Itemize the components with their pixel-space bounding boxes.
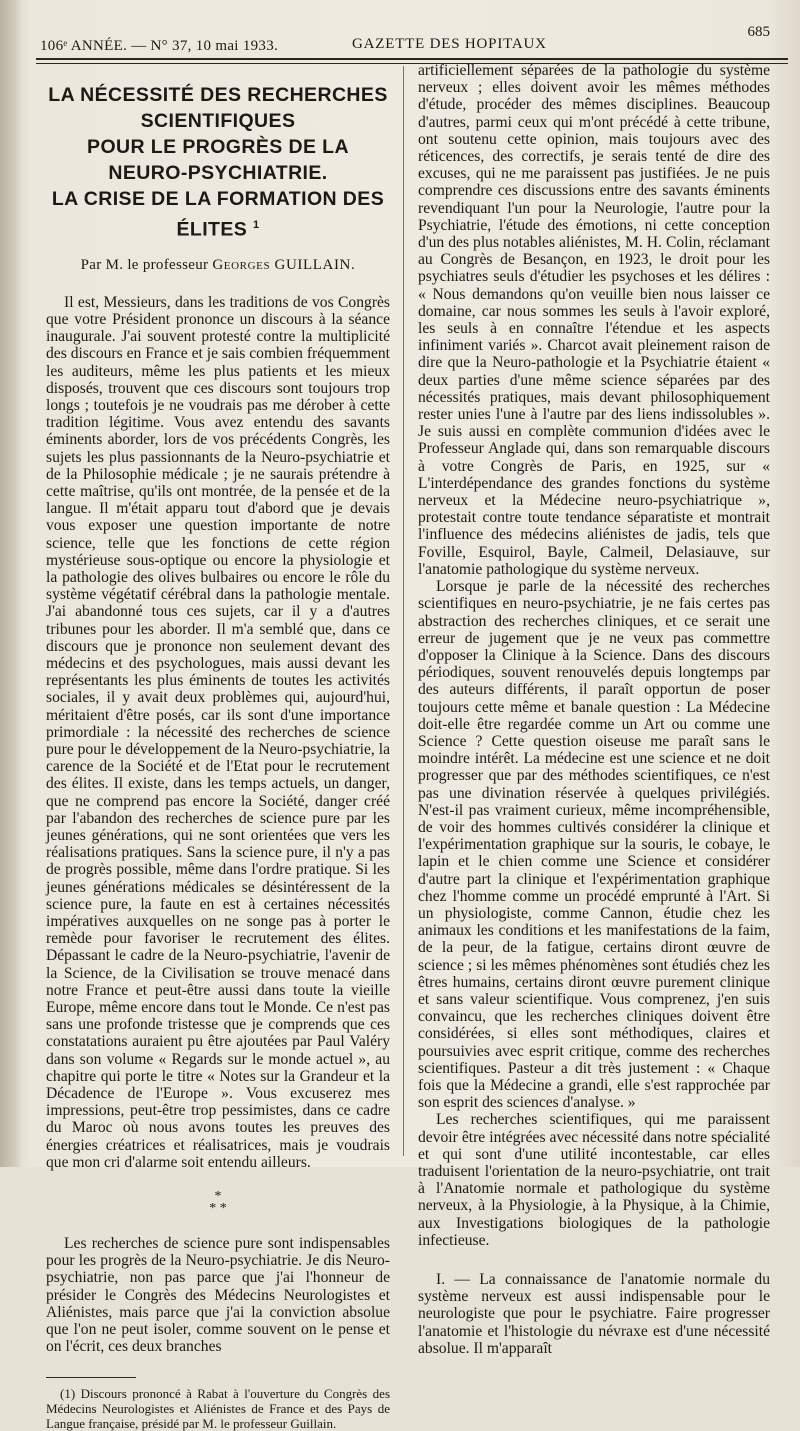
- author-byline: [46, 257, 390, 274]
- right-paragraph-2: Lorsque je parle de la nécessité des recherches scientifiques en neuro-psychiatrie, je ne fais certes pas abstraction des recherches cliniques, et ce serait une erreur de jugement que je ne veux pas commettre d'opposer la Clinique à la Science. Dans des discours périodiques, souvent renouvelés depuis longtemps par des auteurs différents, il paraît opportun de poser toujours cette même et banale question : La Médecine doit-elle être regardée comme un Art ou comme une Science ? Cette question oiseuse me paraît sans le moindre intérêt. La médecine est une science et ne doit progresser que par des méthodes scientifiques, ce n'est pas une divination réservée à quelques privilégiés. N'est-il pas vraiment curieux, même incompréhensible, de voir des hommes cultivés considérer la clinique et l'expérimentation graphique sur la souris, le cobaye, le lapin et le chien comme une Science et considérer d'autre part la clinique et l'expérimentation graphique chez l'homme comme un procédé emprunté à l'Art. Si un physiologiste, comme Cannon, étudie chez les animaux les conditions et les manifestations de la faim, de la peur, de la fatigue, certains diront œuvre de science ; si les mêmes phénomènes sont étudiés chez les êtres humains, certains diront œuvre purement clinique et sans valeur scientifique. Vous comprenez, j'en suis convaincu, que les recherches cliniques doivent être considérées, si elles sont méthodiques, claires et poursuivies avec esprit critique, comme des recherches scientifiques. Pasteur a dit très justement : « Chaque fois que la Médecine a grandi, elle s'est rapprochée par son esprit des sciences d'analyse. »: [418, 578, 770, 1112]
- issue-line: 106ᵉ ANNÉE. — N° 37, 10 mai 1933.: [40, 38, 279, 54]
- title-line-2: POUR LE PROGRÈS DE LA NEURO-PSYCHIATRIE.: [87, 136, 349, 184]
- left-paragraph-1: Il est, Messieurs, dans les traditions de vos Congrès que votre Président prononce un discours à la séance inaugurale. J'ai souvent protesté contre la multiplicité des discours en France et je sais combien fréquemment les auditeurs, même les plus patients et les mieux disposés, trouvent que ces discours sont toujours trop longs ; toutefois je ne voudrais pas me dérober à cette tradition légitime. Vous avez entendu des savants éminents aborder, lors de vos précédents Congrès, les sujets les plus passionnants de la Neuro-psychiatrie et de la Philosophie médicale ; je ne saurais prétendre à cette maîtrise, qu'ils ont montrée, de la pensée et de la langue. Il m'était apparu tout d'abord que je devais vous exposer une question importante de notre science, telle que les fonctions de cette région mystérieuse sous-optique ou encore la physiologie et la pathologie des olives bulbaires ou encore le rôle du système végétatif cérébral dans la pathologie mentale. J'ai abandonné tous ces sujets, car il y a d'autres tribunes pour les aborder. Il m'a semblé que, dans ce discours que je prononce non seulement devant des médecins et des psychologues, mais aussi devant les représentants les plus éminents de toutes les activités sociales, il y avait deux problèmes qui, aujourd'hui, méritaient d'être posés, car ils sont d'une importance primordiale : la nécessité des recherches de science pure pour le développement de la Neuro-psychiatrie, la carence de la Société et de l'Etat pour le recrutement des élites. Il existe, dans les temps actuels, un danger, que ne comprend pas encore la Société, danger créé par l'abandon des recherches de science pure par les jeunes générations, qui ne sont orientées que vers les réalisations pratiques. Sans la science pure, il n'y a pas de progrès possible, même dans l'ordre pratique. Si les jeunes générations médicales se désintéressent de la science pure, la faute en est à certaines nécessités impératives auxquelles on ne songe pas à porter le remède pour favoriser le recrutement des élites. Dépassant le cadre de la Neuro-psychiatrie, l'avenir de la Science, de la Civilisation se trouve menacé dans notre France et peut-être aussi dans toute la vieille Europe, même encore dans tout le Monde. Ce n'est pas sans une profonde tristesse que je comprends que ces constatations auraient pu être ajoutées par Paul Valéry dans son volume « Regards sur le monde actuel », au chapitre qui porte le titre « Notes sur la Grandeur et la Décadence de l'Europe ». Vous excuserez mes impressions, peut-être trop pessimistes, dans ce cadre du Maroc où nous avons toutes les preuves des énergies créatrices et réalisatrices, mais je voudrais que mon cri d'alarme soit entendu ailleurs.: [46, 293, 390, 1171]
- author-name: Georges GUILLAIN.: [212, 256, 356, 273]
- right-paragraph-1: artificiellement séparées de la pathologie du système nerveux ; elles doivent avoir les mêmes méthodes d'étude, procéder des mêmes disciplines. Beaucoup d'autres, parmi ceux qui m'ont précédé à cette tribune, ont soutenu cette opinion, mais toujours avec des réticences, des correctifs, je serais tenté de dire des excuses, qui ne me paraissent pas justifiées. Je ne puis comprendre ces discussions entre des savants éminents revendiquant l'un pour la Neurologie, l'autre pour la Psychiatrie, l'étude des émotions, ni cette conception d'un des plus notables aliénistes, M. H. Colin, réclamant au Congrès de Besançon, en 1923, le droit pour les psychiatres seuls d'étudier les psychoses et les délires : « Nous demandons qu'on veuille bien nous laisser ce domaine, car nous sommes les seuls à l'avoir exploré, les seuls à en connaître l'étendue et les aspects infiniment variés ». Charcot avait pleinement raison de dire que la Neuro-pathologie et la Psychiatrie étaient « deux parties d'une même science séparées par des nécessités pratiques, mais devant philosophiquement rester unies l'une à l'autre par des liens indissolubles ». Je suis aussi en complète communion d'idées avec le Professeur Anglade qui, dans son remarquable discours à votre Congrès de Paris, en 1925, sur « L'interdépendance des grandes fonctions du système nerveux et la Médecine neuro-psychiatrique », protestait contre toute tendance séparatiste et montrait l'influence des médecins aliénistes de jadis, tels que Foville, Esquirol, Bayle, Calmeil, Delasiauve, sur l'anatomie pathologique du système nerveux.: [418, 62, 770, 578]
- journal-name: GAZETTE DES HOPITAUX: [352, 36, 547, 52]
- title-line-3: [46, 186, 390, 243]
- right-paragraph-4: I. — La connaissance de l'anatomie normale du système nerveux est aussi indispensable pour le neurologiste que pour le psychiatre. Faire progresser l'anatomie et l'histologie du névraxe est d'une nécessité absolue. Il m'apparaît: [418, 1271, 770, 1357]
- section-separator: * * *: [209, 1189, 227, 1217]
- title-line-1: LA NÉCESSITÉ DES RECHERCHES SCIENTIFIQUES: [48, 84, 388, 132]
- title-line-3-text: LA CRISE DE LA FORMATION DES ÉLITES: [51, 188, 385, 241]
- footnote: (1) Discours prononcé à Rabat à l'ouverture du Congrès des Médecins Neurologistes et Aliénistes de France et des Pays de Langue française, présidé par M. le professeur Guillain.: [46, 1386, 390, 1431]
- right-column: [418, 62, 770, 1357]
- left-paragraph-2: Les recherches de science pure sont indispensables pour les progrès de la Neuro-psychiatrie. Je dis Neuro-psychiatrie, non pas parce que j'ai l'honneur de présider le Congrès des Médecins Neurologistes et Aliénistes, mais parce que j'ai la conviction absolue que l'on ne peut isoler, comme souvent on le pense et on l'écrit, ces deux branches: [46, 1235, 390, 1356]
- left-column: [46, 72, 390, 1431]
- page-number: 685: [747, 24, 770, 40]
- right-paragraph-3: Les recherches scientifiques, qui me paraissent devoir être intégrées avec nécessité dans notre spécialité et qui sont d'une utilité incontestable, car elles traduisent l'orientation de la neuro-psychiatrie, ont trait à l'Anatomie normale et pathologique du système nerveux, à la Physiologie, à la Physique, à la Chimie, aux Investigations biologiques de la pathologie infectieuse.: [418, 1111, 770, 1249]
- author-prefix: Par M. le professeur: [80, 256, 209, 273]
- footnote-ref[interactable]: 1: [252, 219, 260, 231]
- header-rule: [36, 58, 788, 60]
- page-binding-edge: [0, 0, 22, 1167]
- column-separator: [403, 66, 404, 1156]
- running-head: [30, 14, 788, 58]
- footnote-rule: [46, 1377, 136, 1378]
- article-title: [46, 82, 390, 243]
